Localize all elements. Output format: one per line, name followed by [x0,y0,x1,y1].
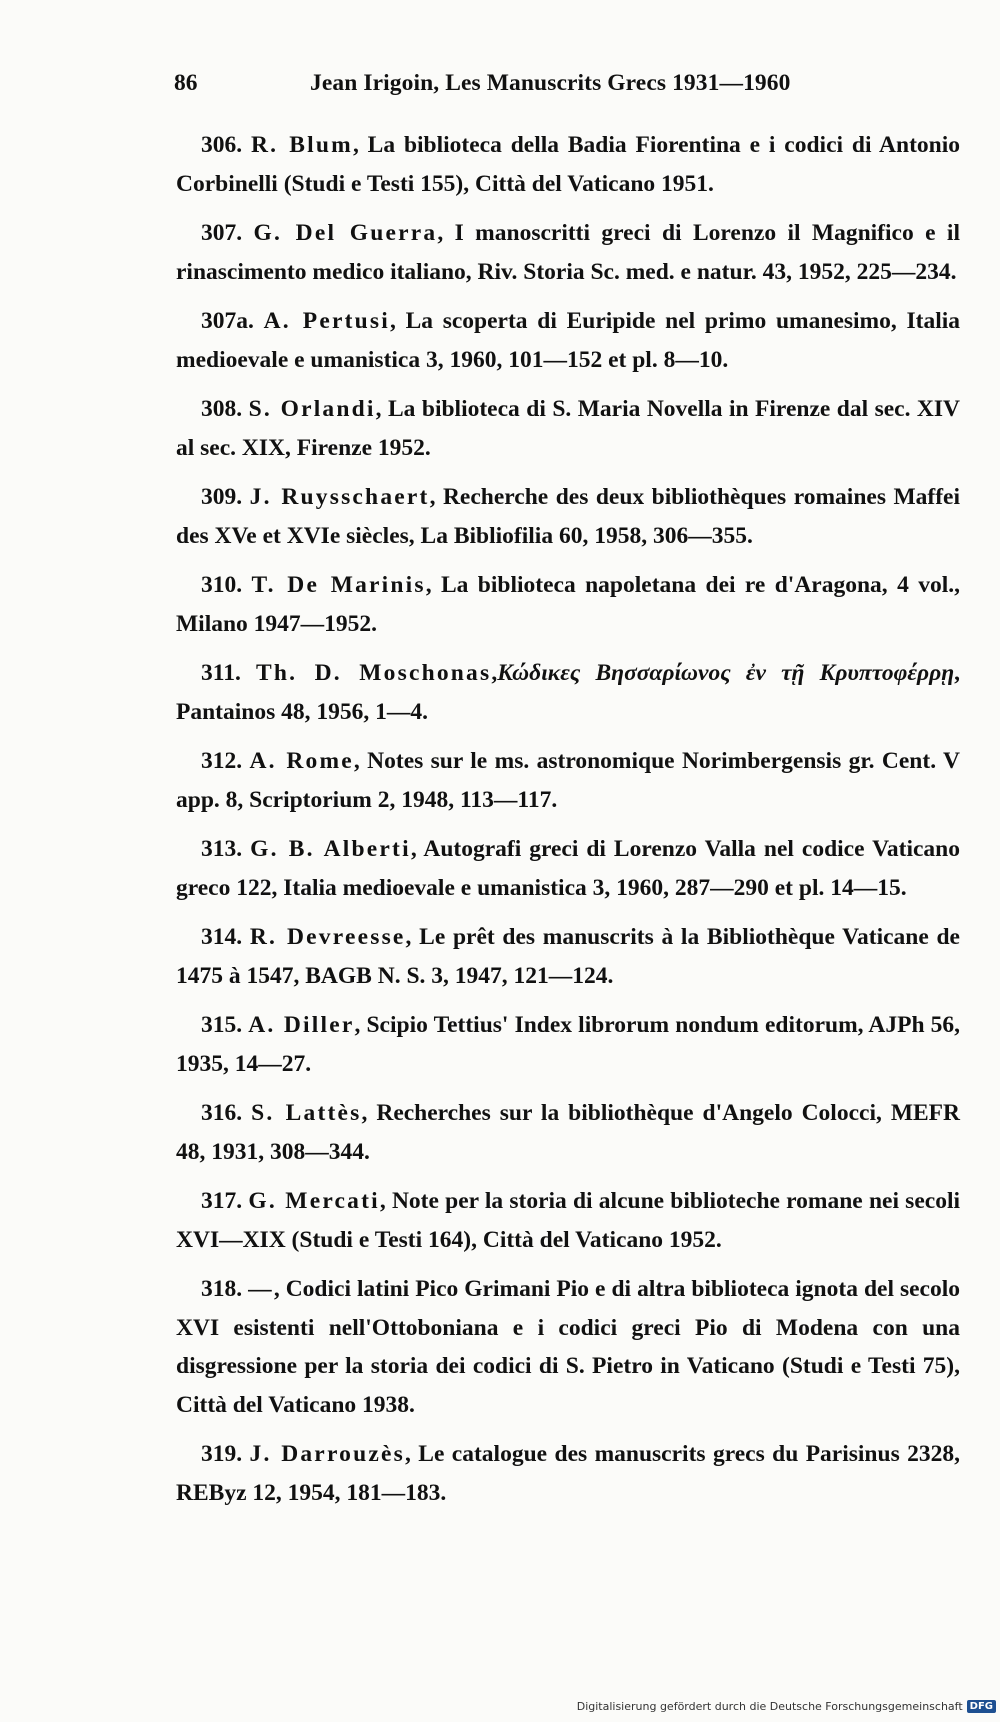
entry-title: La biblioteca napoletana dei re d'Aragona, 4 vol., Milano 1947—1952. [176,572,960,637]
entry-author: G. Mercati [248,1188,380,1214]
entry-separator: , [389,308,406,334]
entry-separator: , [425,572,441,598]
entry-title: I manoscritti greci di Lorenzo il Magnifico e il rinascimento medico italiano, Riv. Storia Sc. med. e natur. 43, 1952, 225—234. [176,220,960,285]
entry-author: — [248,1276,274,1302]
entry-number: 319. [201,1441,243,1467]
entry-title: Scipio Tettius' Index librorum nondum editorum, AJPh 56, 1935, 14—27. [176,1012,961,1077]
bibliography-entry [176,654,960,731]
entry-title: , Pantainos 48, 1956, 1—4. [176,660,960,725]
entry-separator: , [429,484,443,510]
entry-separator: , [410,836,424,862]
entry-author: G. B. Alberti [250,836,411,862]
entry-number: 316. [201,1100,243,1126]
page-number: 86 [174,70,198,96]
entry-number: 306. [201,132,243,158]
bibliography-entry [176,830,960,907]
entry-number: 310. [201,572,243,598]
entry-separator: , [379,1188,392,1214]
bibliography-entry [176,742,960,819]
entry-author: J. Darrouzès [249,1441,405,1467]
entry-author: A. Diller [248,1012,355,1038]
entry-number: 314. [201,924,243,950]
entry-separator: , [375,396,388,422]
bibliography-entry [176,302,960,379]
entry-greek-title: Κώδικες Βησσαρίωνος ἐν τῇ Κρυπτοφέρρῃ [497,660,955,686]
page-header [174,70,874,102]
entry-number: 309. [201,484,243,510]
entry-number: 317. [201,1188,243,1214]
entry-author: Th. D. Moschonas [256,660,492,686]
bibliography-entry [176,1006,960,1083]
entry-number: 315. [201,1012,243,1038]
entry-author: S. Lattès [251,1100,362,1126]
entry-title: Codici latini Pico Grimani Pio e di altra biblioteca ignota del secolo XVI esistenti nell'Ottoboniana e i codici greci Pio di Modena con una disgressione per la storia dei codici di S. Pietro in Vaticano (Studi e Testi 75), Città del Vaticano 1938. [176,1276,961,1418]
entry-separator: , [491,660,498,686]
entry-title: Recherches sur la bibliothèque d'Angelo Colocci, MEFR 48, 1931, 308—344. [176,1100,961,1165]
bibliography-entry [176,918,960,995]
entry-number: 311. [201,660,241,686]
bibliography-entry [176,126,960,203]
entry-title: La biblioteca della Badia Fiorentina e i codici di Antonio Corbinelli (Studi e Testi 155), Città del Vaticano 1951. [176,132,961,197]
entry-number: 318. [201,1276,243,1302]
entry-number: 307. [201,220,243,246]
entry-separator: , [352,132,368,158]
bibliography-entry [176,1182,960,1259]
entry-author: T. De Marinis [251,572,426,598]
entry-title: Le catalogue des manuscrits grecs du Parisinus 2328, REByz 12, 1954, 181—183. [176,1441,961,1506]
entry-title: Notes sur le ms. astronomique Norimbergensis gr. Cent. V app. 8, Scriptorium 2, 1948, 113—117. [176,748,960,813]
entry-number: 308. [201,396,243,422]
entry-separator: , [353,748,368,774]
entry-number: 312. [201,748,243,774]
entry-separator: , [273,1276,286,1302]
bibliography-list [176,126,960,1523]
entry-author: A. Pertusi [263,308,390,334]
entry-separator: , [361,1100,377,1126]
bibliography-entry [176,478,960,555]
footer-text: Digitalisierung gefördert durch die Deutsche Forschungsgemeinschaft [576,1699,963,1713]
entry-author: R. Devreesse [249,924,406,950]
entry-separator: , [404,1441,419,1467]
bibliography-entry [176,1270,960,1424]
dfg-logo-icon: DFG [967,1700,996,1713]
entry-author: S. Orlandi [248,396,376,422]
entry-author: J. Ruysschaert [249,484,430,510]
bibliography-entry [176,214,960,291]
bibliography-entry [176,1094,960,1171]
running-title: Jean Irigoin, Les Manuscrits Grecs 1931—1960 [310,70,791,96]
entry-author: A. Rome [249,748,354,774]
entry-number: 313. [201,836,243,862]
bibliography-entry [176,1435,960,1512]
entry-title: Recherche des deux bibliothèques romaines Maffei des XVe et XVIe siècles, La Bibliofilia 60, 1958, 306—355. [176,484,960,549]
digitization-footer [577,1697,996,1715]
entry-separator: , [405,924,420,950]
entry-author: R. Blum [250,132,353,158]
entry-title: La biblioteca di S. Maria Novella in Firenze dal sec. XIV al sec. XIX, Firenze 1952. [176,396,960,461]
entry-author: G. Del Guerra [253,220,438,246]
entry-title: Le prêt des manuscrits à la Bibliothèque Vaticane de 1475 à 1547, BAGB N. S. 3, 1947, 121—124. [176,924,960,989]
entry-number: 307a. [201,308,254,334]
entry-separator: , [354,1012,367,1038]
entry-separator: , [437,220,455,246]
entry-title: Note per la storia di alcune biblioteche romane nei secoli XVI—XIX (Studi e Testi 164), Città del Vaticano 1952. [176,1188,960,1253]
bibliography-entry [176,566,960,643]
entry-title: La scoperta di Euripide nel primo umanesimo, Italia medioevale e umanistica 3, 1960, 101—152 et pl. 8—10. [176,308,961,373]
entry-title: Autografi greci di Lorenzo Valla nel codice Vaticano greco 122, Italia medioevale e umanistica 3, 1960, 287—290 et pl. 14—15. [176,836,960,901]
bibliography-entry [176,390,960,467]
